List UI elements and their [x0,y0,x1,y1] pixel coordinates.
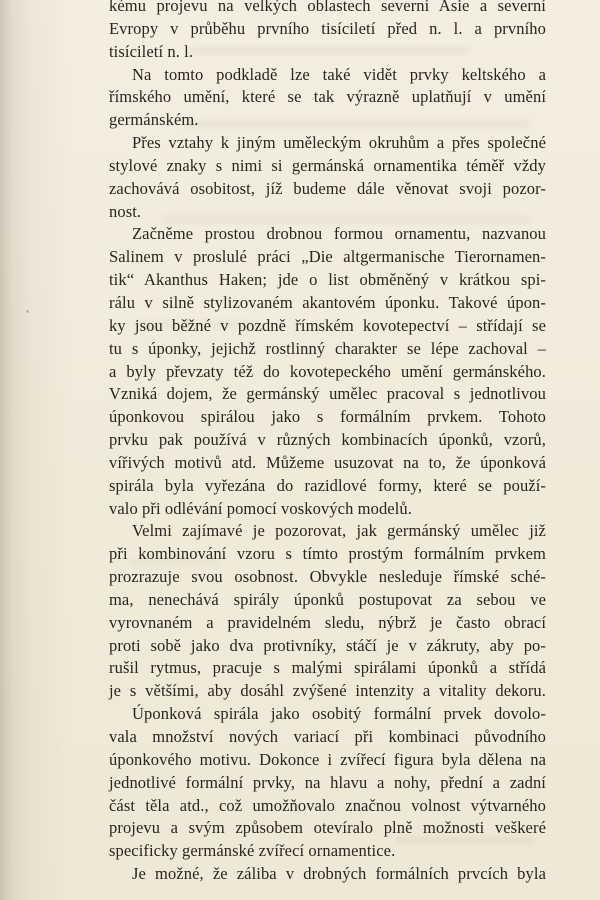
text-line: tisíciletí n. l. [109,41,194,61]
text-line: Velmi zajímavé je pozorovat, jak germánský umělec již [132,521,546,541]
text-line: germánském. [109,110,199,130]
text-line: proti sobě jako dva protivníky, stáčí je v zákruty, aby po- [109,635,546,655]
text-line: římského umění, které se tak výrazně uplatňují v umění [109,87,546,107]
text-line: projevu a svým způsobem otevíralo plně možnosti veškeré [109,818,546,838]
text-line: úponkového motivu. Dokonce i zvířecí figura byla dělena na [109,749,546,769]
text-line: stylové znaky s nimi si germánská ornamentika téměř vždy [109,155,546,175]
text-line: Evropy v průběhu prvního tisíciletí před n. l. a prvního [109,18,546,38]
text-line: Úponková spirála jako osobitý formální prvek dovolo- [132,704,546,724]
text-line: rálu v silně stylizovaném akantovém úponku. Takové úpon- [109,292,546,312]
text-line: Salinem v proslulé práci „Die altgermanische Tierornamen- [109,247,546,267]
text-line: Přes vztahy k jiným uměleckým okruhům a přes společné [132,133,546,153]
text-line: při kombinování vzoru s tímto prostým formálním prvkem [109,544,546,564]
paper-speck [26,310,29,313]
text-line: spirála byla vyřezána do razidlové formy, které se použí- [109,475,546,495]
text-line: nost. [109,201,142,221]
text-line: vířivých motivů atd. Můžeme usuzovat na to, že úponková [109,452,546,472]
text-line: prozrazuje svou osobnost. Obvykle nesleduje římské sché- [109,567,546,587]
text-line: prvku pak používá v různých kombinacích úponků, vzorů, [109,430,546,450]
text-line: vyrovnaném a pravidelném sledu, nýbrž je často obrací [109,612,546,632]
text-line: kému projevu na velkých oblastech severní Asie a severní [109,0,546,15]
text-line: zachovává osobitost, jíž budeme dále věnovat svoji pozor- [109,178,546,198]
text-line: část těla atd., což umožňovalo značnou volnost výtvarného [109,795,546,815]
page-text-block [109,0,546,886]
text-line: Vzniká dojem, že germánský umělec pracoval s jednotlivou [109,384,546,404]
text-line: tu s úponky, jejichž rostlinný charakter se lépe zachoval – [109,338,546,358]
text-line: je s většími, aby dosáhl zvýšené intenzity a vitality dekoru. [109,681,546,701]
text-line: valo při odlévání pomocí voskových modelů. [109,498,412,518]
text-line: Je možné, že záliba v drobných formálních prvcích byla [132,864,546,884]
text-line: a byly převzaty též do kovotepeckého umění germánského. [109,361,546,381]
text-line: jednotlivé formální prvky, na hlavu a nohy, přední a zadní [109,772,546,792]
text-line: vala množství nových variací při kombinaci původního [109,727,546,746]
text-line: ky jsou běžné v pozdně římském kovotepectví – střídají se [109,315,546,335]
text-line: úponkovou spirálou jako s formálním prvkem. Tohoto [109,407,546,427]
text-line: Začněme prostou drobnou formou ornamentu, nazvanou [132,224,546,244]
text-line: specificky germánské zvířecí ornamentice. [109,841,396,861]
text-line: rušil rytmus, pracuje s malými spirálami úponků a střídá [109,658,546,678]
text-line: ma, nenechává spirály úponků postupovat za sebou ve [109,589,546,609]
text-line: tik“ Akanthus Haken; jde o list obměněný v krátkou spi- [109,270,546,290]
text-line: Na tomto podkladě lze také vidět prvky keltského a [132,64,546,84]
